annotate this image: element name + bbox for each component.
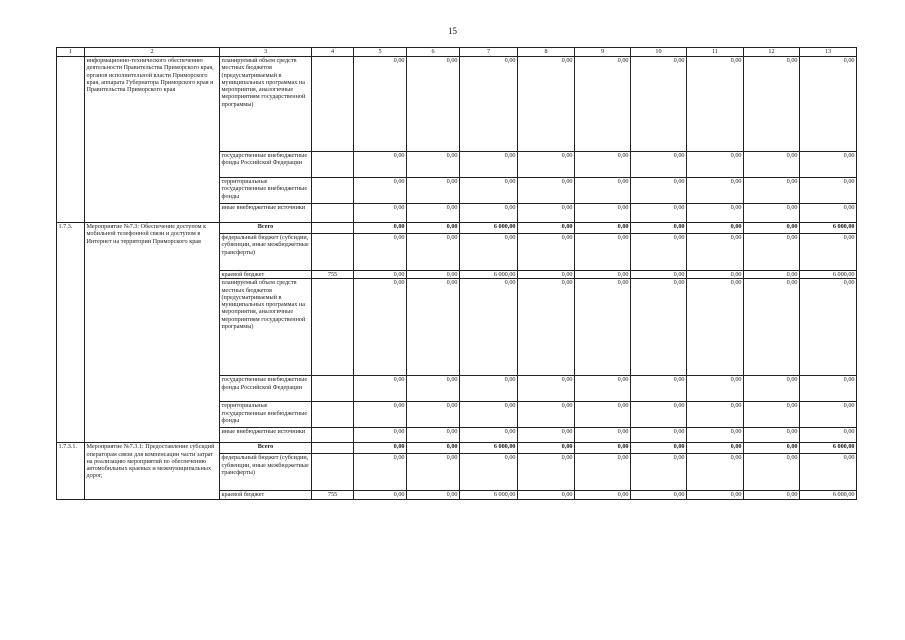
- budget-code: [312, 402, 354, 428]
- value-cell: 0,00: [460, 178, 518, 204]
- value-cell: 0,00: [575, 178, 631, 204]
- value-cell: 0,00: [687, 57, 744, 152]
- value-cell: 0,00: [744, 402, 800, 428]
- column-header: 10: [631, 48, 687, 57]
- value-cell: 0,00: [744, 234, 800, 271]
- value-cell: 0,00: [354, 178, 407, 204]
- value-cell: 6 000,00: [800, 271, 857, 279]
- value-cell: 0,00: [575, 454, 631, 491]
- value-cell: 0,00: [518, 376, 575, 402]
- value-cell: 0,00: [744, 279, 800, 376]
- column-header: 11: [687, 48, 744, 57]
- value-cell: 0,00: [631, 234, 687, 271]
- value-cell: 0,00: [575, 204, 631, 223]
- column-header: 1: [57, 48, 85, 57]
- value-cell: 0,00: [631, 454, 687, 491]
- value-cell: 0,00: [518, 178, 575, 204]
- value-cell: 0,00: [460, 204, 518, 223]
- value-cell: 0,00: [687, 491, 744, 500]
- column-header: 5: [354, 48, 407, 57]
- value-cell: 6 000,00: [460, 443, 518, 454]
- value-cell: 0,00: [407, 152, 460, 178]
- funding-source: иные внебюджетные источники: [220, 204, 312, 223]
- value-cell: 0,00: [460, 454, 518, 491]
- table-row: [57, 443, 857, 454]
- value-cell: 0,00: [631, 57, 687, 152]
- value-cell: 0,00: [354, 443, 407, 454]
- value-cell: 0,00: [575, 57, 631, 152]
- table-body: [57, 57, 857, 500]
- value-cell: 0,00: [631, 204, 687, 223]
- funding-source: государственные внебюджетные фонды Российской Федерации: [220, 376, 312, 402]
- budget-code: [312, 204, 354, 223]
- value-cell: 0,00: [460, 428, 518, 443]
- budget-code: [312, 152, 354, 178]
- value-cell: 0,00: [744, 178, 800, 204]
- value-cell: 0,00: [800, 57, 857, 152]
- value-cell: 0,00: [407, 204, 460, 223]
- value-cell: 0,00: [518, 443, 575, 454]
- item-name: Мероприятие №7.3.1: Предоставление субсидий операторам связи для компенсации части затрат на реализацию мероприятий по обеспечению автомобильных краевых и межмуниципальных дорог,: [85, 443, 220, 500]
- value-cell: 0,00: [407, 428, 460, 443]
- value-cell: 0,00: [687, 402, 744, 428]
- page-number: 15: [448, 26, 457, 36]
- budget-code: [312, 428, 354, 443]
- column-header: 2: [85, 48, 220, 57]
- value-cell: 0,00: [354, 428, 407, 443]
- value-cell: 0,00: [744, 376, 800, 402]
- value-cell: 0,00: [518, 234, 575, 271]
- value-cell: 0,00: [460, 279, 518, 376]
- funding-source: Всего: [220, 443, 312, 454]
- value-cell: 0,00: [687, 271, 744, 279]
- value-cell: 0,00: [744, 443, 800, 454]
- value-cell: 0,00: [407, 279, 460, 376]
- funding-source: Всего: [220, 223, 312, 234]
- value-cell: 0,00: [800, 279, 857, 376]
- value-cell: 0,00: [460, 57, 518, 152]
- value-cell: 0,00: [631, 271, 687, 279]
- budget-code: [312, 223, 354, 234]
- value-cell: 0,00: [687, 234, 744, 271]
- value-cell: 0,00: [687, 376, 744, 402]
- value-cell: 0,00: [407, 491, 460, 500]
- item-name: информационно-технического обеспечению деятельности Правительства Приморского края, органов исполнительной власти Приморского края, аппарата Губернатора Приморского края и Правительства Приморского края: [85, 57, 220, 223]
- value-cell: 0,00: [631, 428, 687, 443]
- value-cell: 0,00: [407, 443, 460, 454]
- value-cell: 0,00: [575, 402, 631, 428]
- value-cell: 0,00: [687, 223, 744, 234]
- item-number: [57, 57, 85, 223]
- value-cell: 6 000,00: [800, 443, 857, 454]
- value-cell: 0,00: [575, 271, 631, 279]
- value-cell: 0,00: [518, 204, 575, 223]
- value-cell: 0,00: [744, 204, 800, 223]
- value-cell: 0,00: [744, 491, 800, 500]
- funding-source: федеральный бюджет (субсидии, субвенции, иные межбюджетные трансферты): [220, 234, 312, 271]
- value-cell: 0,00: [518, 428, 575, 443]
- value-cell: 0,00: [800, 376, 857, 402]
- value-cell: 0,00: [744, 428, 800, 443]
- value-cell: 0,00: [631, 279, 687, 376]
- funding-source: федеральный бюджет (субсидии, субвенции, иные межбюджетные трансферты): [220, 454, 312, 491]
- table-row: [57, 223, 857, 234]
- value-cell: 0,00: [407, 402, 460, 428]
- value-cell: 0,00: [407, 454, 460, 491]
- value-cell: 0,00: [687, 204, 744, 223]
- column-header: 4: [312, 48, 354, 57]
- funding-source: иные внебюджетные источники: [220, 428, 312, 443]
- value-cell: 0,00: [744, 271, 800, 279]
- value-cell: 0,00: [518, 271, 575, 279]
- value-cell: 0,00: [800, 402, 857, 428]
- value-cell: 0,00: [354, 223, 407, 234]
- funding-source: планируемый объем средств местных бюджетов (предусматриваемый в муниципальных программах на мероприятия, аналогичные мероприятиям государственной программы): [220, 279, 312, 376]
- value-cell: 0,00: [631, 223, 687, 234]
- item-number: 1.7.3.1.: [57, 443, 85, 500]
- value-cell: 0,00: [354, 152, 407, 178]
- value-cell: 0,00: [460, 402, 518, 428]
- value-cell: 0,00: [575, 279, 631, 376]
- value-cell: 0,00: [460, 376, 518, 402]
- budget-code: [312, 178, 354, 204]
- budget-code: [312, 376, 354, 402]
- value-cell: 0,00: [631, 402, 687, 428]
- value-cell: 0,00: [687, 454, 744, 491]
- value-cell: 0,00: [460, 234, 518, 271]
- funding-source: краевой бюджет: [220, 271, 312, 279]
- value-cell: 0,00: [354, 454, 407, 491]
- value-cell: 0,00: [575, 152, 631, 178]
- table-row: [57, 57, 857, 152]
- column-header: 6: [407, 48, 460, 57]
- value-cell: 0,00: [354, 271, 407, 279]
- budget-code: [312, 279, 354, 376]
- value-cell: 0,00: [687, 178, 744, 204]
- value-cell: 0,00: [631, 491, 687, 500]
- budget-code: [312, 57, 354, 152]
- value-cell: 0,00: [744, 454, 800, 491]
- value-cell: 0,00: [575, 234, 631, 271]
- value-cell: 0,00: [407, 178, 460, 204]
- value-cell: 0,00: [407, 234, 460, 271]
- value-cell: 0,00: [407, 271, 460, 279]
- value-cell: 0,00: [631, 376, 687, 402]
- value-cell: 0,00: [687, 152, 744, 178]
- funding-source: государственные внебюджетные фонды Российской Федерации: [220, 152, 312, 178]
- value-cell: 0,00: [744, 223, 800, 234]
- budget-code: [312, 234, 354, 271]
- funding-source: территориальные государственные внебюджетные фонды: [220, 178, 312, 204]
- value-cell: 0,00: [518, 152, 575, 178]
- value-cell: 0,00: [354, 376, 407, 402]
- value-cell: 6 000,00: [460, 491, 518, 500]
- value-cell: 0,00: [407, 57, 460, 152]
- column-header: 7: [460, 48, 518, 57]
- value-cell: 0,00: [407, 376, 460, 402]
- value-cell: 6 000,00: [800, 223, 857, 234]
- value-cell: 0,00: [354, 279, 407, 376]
- value-cell: 0,00: [354, 491, 407, 500]
- value-cell: 0,00: [518, 279, 575, 376]
- value-cell: 0,00: [800, 428, 857, 443]
- value-cell: 0,00: [354, 402, 407, 428]
- value-cell: 0,00: [687, 443, 744, 454]
- funding-source: планируемый объем средств местных бюджетов (предусматриваемый в муниципальных программах на мероприятия, аналогичные мероприятиям государственной программы): [220, 57, 312, 152]
- value-cell: 0,00: [354, 57, 407, 152]
- funding-source: краевой бюджет: [220, 491, 312, 500]
- value-cell: 0,00: [407, 223, 460, 234]
- budget-code: 755: [312, 271, 354, 279]
- value-cell: 0,00: [800, 152, 857, 178]
- budget-table: [56, 47, 857, 500]
- budget-code: [312, 443, 354, 454]
- value-cell: 0,00: [575, 376, 631, 402]
- funding-source: территориальные государственные внебюджетные фонды: [220, 402, 312, 428]
- value-cell: 0,00: [518, 57, 575, 152]
- value-cell: 0,00: [460, 152, 518, 178]
- column-header: 13: [800, 48, 857, 57]
- value-cell: 0,00: [744, 152, 800, 178]
- value-cell: 0,00: [800, 204, 857, 223]
- column-header: 9: [575, 48, 631, 57]
- value-cell: 0,00: [354, 234, 407, 271]
- value-cell: 0,00: [800, 178, 857, 204]
- value-cell: 0,00: [518, 454, 575, 491]
- value-cell: 0,00: [744, 57, 800, 152]
- column-header: 3: [220, 48, 312, 57]
- value-cell: 6 000,00: [460, 223, 518, 234]
- value-cell: 6 000,00: [800, 491, 857, 500]
- budget-code: 755: [312, 491, 354, 500]
- item-number: 1.7.3.: [57, 223, 85, 443]
- column-header: 12: [744, 48, 800, 57]
- value-cell: 0,00: [631, 178, 687, 204]
- value-cell: 0,00: [800, 454, 857, 491]
- value-cell: 0,00: [800, 234, 857, 271]
- value-cell: 0,00: [575, 428, 631, 443]
- item-name: Мероприятие №7.3: Обеспечение доступом к мобильной телефонной связи и доступом в Интернет на территории Приморского края: [85, 223, 220, 443]
- header-row: [57, 48, 857, 57]
- budget-code: [312, 454, 354, 491]
- value-cell: 6 000,00: [460, 271, 518, 279]
- value-cell: 0,00: [518, 402, 575, 428]
- value-cell: 0,00: [518, 491, 575, 500]
- value-cell: 0,00: [354, 204, 407, 223]
- column-header: 8: [518, 48, 575, 57]
- value-cell: 0,00: [631, 443, 687, 454]
- value-cell: 0,00: [631, 152, 687, 178]
- value-cell: 0,00: [687, 279, 744, 376]
- value-cell: 0,00: [518, 223, 575, 234]
- value-cell: 0,00: [575, 491, 631, 500]
- value-cell: 0,00: [575, 223, 631, 234]
- value-cell: 0,00: [575, 443, 631, 454]
- value-cell: 0,00: [687, 428, 744, 443]
